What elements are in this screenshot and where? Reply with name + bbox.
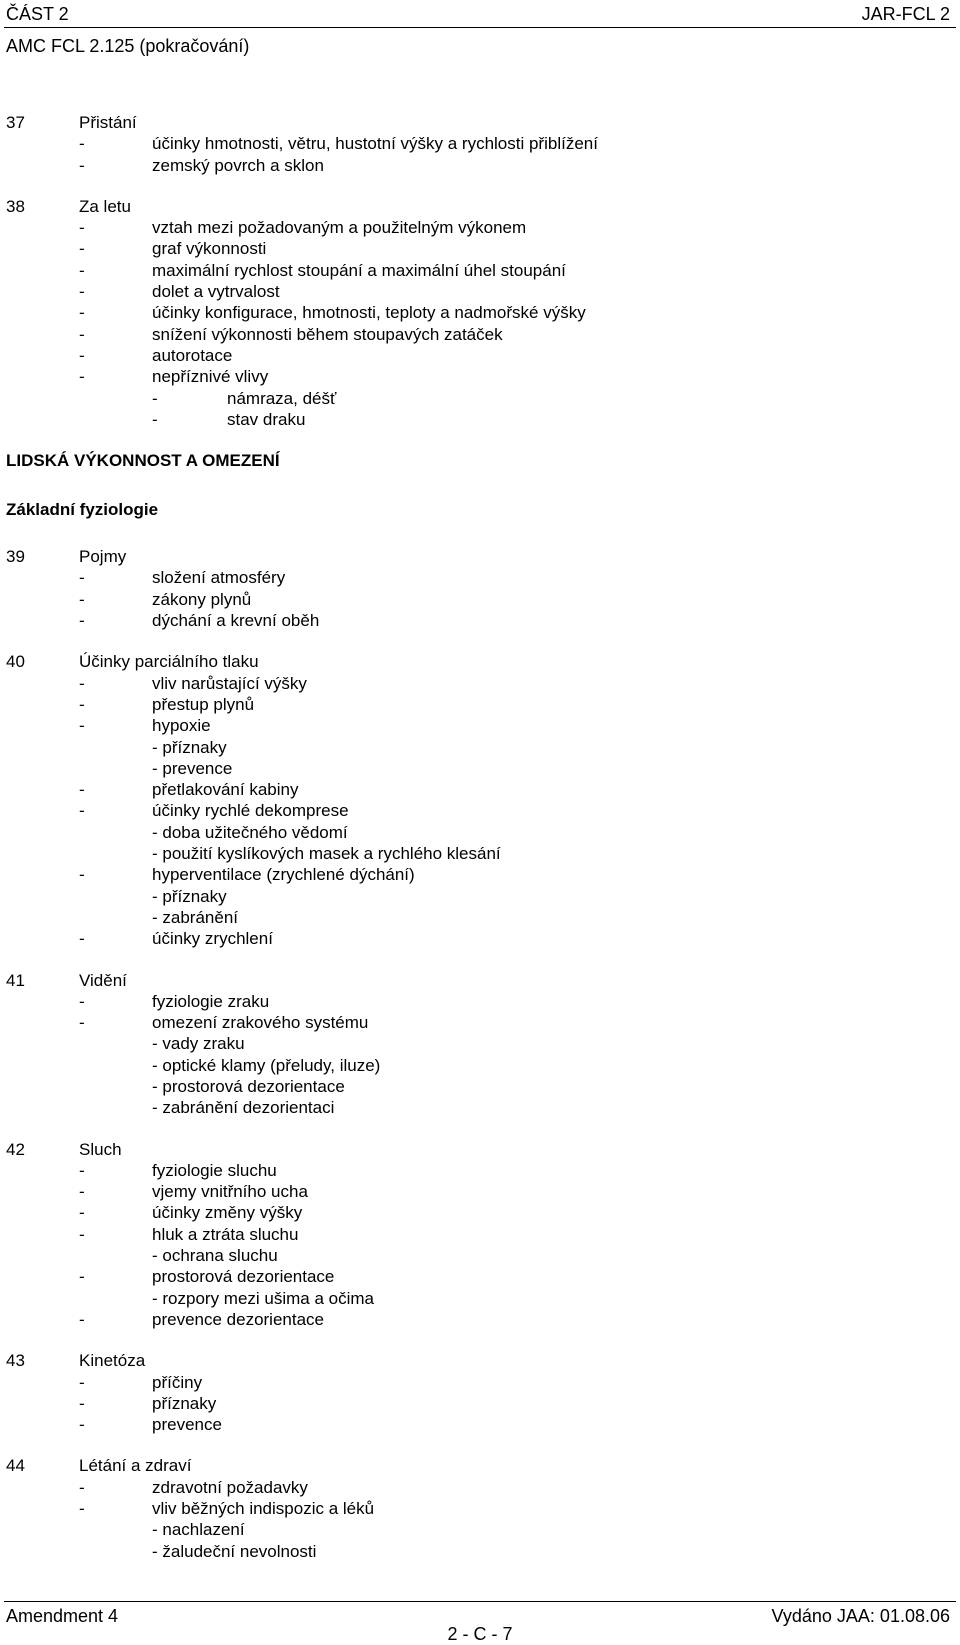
sub-list-item-text: - žaludeční nevolnosti <box>152 1541 317 1561</box>
section-title: Za letu <box>79 196 131 216</box>
section-group-performance <box>0 112 960 430</box>
list-item-text: hyperventilace (zrychlené dýchání) <box>152 865 415 885</box>
bullet-dash: - <box>79 1203 85 1223</box>
page-number: 2 - C - 7 <box>447 1624 513 1644</box>
section-number: 39 <box>6 547 25 567</box>
section-title: Účinky parciálního tlaku <box>79 652 259 672</box>
header-regulation: JAR-FCL 2 <box>861 4 950 24</box>
list-item-text: přestup plynů <box>152 694 255 714</box>
section-number: 43 <box>6 1351 25 1371</box>
list-item-text: vjemy vnitřního ucha <box>152 1182 308 1202</box>
sub-list-item-text: - zabránění <box>152 907 238 927</box>
document-body <box>0 112 960 1582</box>
section-heading-line <box>0 546 960 567</box>
list-item-text: nepříznivé vlivy <box>152 367 269 387</box>
bullet-dash: - <box>79 282 85 302</box>
bullet-dash: - <box>79 1267 85 1287</box>
list-item <box>0 864 960 885</box>
bullet-dash: - <box>79 801 85 821</box>
list-item-text: zemský povrch a sklon <box>152 155 324 175</box>
list-item-text: účinky konfigurace, hmotnosti, teploty a nadmořské výšky <box>152 303 586 323</box>
list-item <box>0 694 960 715</box>
list-item-text: zákony plynů <box>152 589 252 609</box>
list-item-text: hluk a ztráta sluchu <box>152 1224 299 1244</box>
bullet-dash: - <box>79 239 85 259</box>
sub-list-item <box>0 388 960 409</box>
list-item <box>0 1181 960 1202</box>
section-heading-line <box>0 651 960 672</box>
bullet-dash: - <box>79 694 85 714</box>
list-item <box>0 324 960 345</box>
section <box>0 196 960 430</box>
list-item-text: příčiny <box>152 1372 203 1392</box>
list-item-text: přetlakování kabiny <box>152 780 299 800</box>
bullet-dash: - <box>79 1309 85 1329</box>
list-item-text: vliv běžných indispozic a léků <box>152 1499 375 1519</box>
list-item <box>0 281 960 302</box>
list-item <box>0 238 960 259</box>
sub-list-item-text: - doba užitečného vědomí <box>152 822 348 842</box>
section <box>0 546 960 631</box>
list-item-text: fyziologie zraku <box>152 991 270 1011</box>
section-heading-line <box>0 196 960 217</box>
footer-amendment: Amendment 4 <box>6 1606 119 1626</box>
list-item <box>0 673 960 694</box>
section <box>0 651 960 949</box>
sub-list-item <box>0 1288 960 1309</box>
list-item <box>0 589 960 610</box>
list-item <box>0 1202 960 1223</box>
sub-list-item-text: - prostorová dezorientace <box>152 1076 345 1096</box>
bullet-dash: - <box>79 1182 85 1202</box>
list-item <box>0 991 960 1012</box>
list-item <box>0 1309 960 1330</box>
section-heading-line <box>0 112 960 133</box>
bullet-dash: - <box>79 589 85 609</box>
section-title: Přistání <box>79 113 137 132</box>
sub-list-item-text: stav draku <box>227 409 306 429</box>
sub-list-item <box>0 843 960 864</box>
list-item <box>0 1160 960 1181</box>
sub-list-item-text: - zabránění dezorientaci <box>152 1098 335 1118</box>
footer-issued: Vydáno JAA: 01.08.06 <box>771 1606 950 1626</box>
bullet-dash: - <box>79 716 85 736</box>
section-heading-line <box>0 1139 960 1160</box>
list-item <box>0 1266 960 1287</box>
bullet-dash: - <box>79 1224 85 1244</box>
list-item-text: příznaky <box>152 1393 217 1413</box>
sub-list-item <box>0 822 960 843</box>
section <box>0 1350 960 1435</box>
list-item-text: prevence dezorientace <box>152 1309 325 1329</box>
sub-list-item <box>0 758 960 779</box>
list-item <box>0 800 960 821</box>
sub-list-item <box>0 907 960 928</box>
chapter-heading: LIDSKÁ VÝKONNOST A OMEZENÍ <box>6 451 280 471</box>
list-item <box>0 928 960 949</box>
list-item-text: prevence <box>152 1415 222 1435</box>
sub-list-item-text: - příznaky <box>152 737 227 757</box>
footer-rule <box>4 1601 956 1602</box>
bullet-dash: - <box>79 218 85 238</box>
sub-list-item-text: - vady zraku <box>152 1034 245 1054</box>
list-item <box>0 1498 960 1519</box>
sub-list-item-text: - použití kyslíkových masek a rychlého klesání <box>152 844 501 864</box>
bullet-dash: - <box>79 673 85 693</box>
bullet-dash: - <box>79 929 85 949</box>
section-number: 38 <box>6 196 25 216</box>
list-item-text: vztah mezi požadovaným a použitelným výkonem <box>152 218 527 238</box>
list-item-text: omezení zrakového systému <box>152 1013 369 1033</box>
bullet-dash: - <box>79 780 85 800</box>
list-item <box>0 779 960 800</box>
sub-list-item <box>0 886 960 907</box>
sub-list-item-text: námraza, déšť <box>227 388 337 408</box>
list-item-text: dýchání a krevní oběh <box>152 611 320 631</box>
list-item <box>0 610 960 631</box>
list-item-text: dolet a vytrvalost <box>152 282 280 302</box>
list-item-text: snížení výkonnosti během stoupavých zatáček <box>152 324 503 344</box>
section <box>0 112 960 176</box>
bullet-dash: - <box>79 991 85 1011</box>
list-item-text: hypoxie <box>152 716 211 736</box>
list-item <box>0 1372 960 1393</box>
sub-list-item <box>0 409 960 430</box>
list-item <box>0 217 960 238</box>
list-item-text: vliv narůstající výšky <box>152 673 307 693</box>
list-item <box>0 302 960 323</box>
list-item <box>0 133 960 154</box>
section-title: Kinetóza <box>79 1351 146 1371</box>
sub-list-item-text: - nachlazení <box>152 1520 245 1540</box>
bullet-dash: - <box>79 1415 85 1435</box>
section-number: 37 <box>6 113 25 132</box>
section-heading-line <box>0 1455 960 1476</box>
section-number: 42 <box>6 1139 25 1159</box>
section-title: Létání a zdraví <box>79 1456 192 1476</box>
sub-list-item-text: - optické klamy (přeludy, iluze) <box>152 1055 381 1075</box>
section <box>0 1139 960 1331</box>
sub-list-item <box>0 1519 960 1540</box>
sub-list-item-text: - rozpory mezi ušima a očima <box>152 1288 375 1308</box>
sub-list-item <box>0 1097 960 1118</box>
bullet-dash: - <box>79 1499 85 1519</box>
section-heading-line <box>0 1350 960 1371</box>
list-item <box>0 345 960 366</box>
list-item <box>0 1477 960 1498</box>
list-item <box>0 1414 960 1435</box>
bullet-dash: - <box>79 367 85 387</box>
list-item <box>0 260 960 281</box>
bullet-dash: - <box>79 134 85 154</box>
section-heading-line <box>0 970 960 991</box>
section-title: Sluch <box>79 1139 122 1159</box>
bullet-dash: - <box>79 1393 85 1413</box>
bullet-dash: - <box>79 345 85 365</box>
bullet-dash: - <box>79 1372 85 1392</box>
section-number: 44 <box>6 1456 25 1476</box>
header-rule <box>4 27 956 28</box>
bullet-dash: - <box>152 409 158 429</box>
sub-list-item <box>0 1076 960 1097</box>
list-item <box>0 1393 960 1414</box>
bullet-dash: - <box>79 303 85 323</box>
sub-list-item <box>0 737 960 758</box>
section-title: Pojmy <box>79 547 127 567</box>
list-item-text: účinky rychlé dekomprese <box>152 801 349 821</box>
list-item-text: účinky zrychlení <box>152 929 273 949</box>
list-item <box>0 1012 960 1033</box>
sub-list-item <box>0 1245 960 1266</box>
list-item-text: graf výkonnosti <box>152 239 267 259</box>
sub-list-item-text: - příznaky <box>152 886 227 906</box>
list-item-text: zdravotní požadavky <box>152 1477 308 1497</box>
section <box>0 970 960 1119</box>
list-item <box>0 155 960 176</box>
bullet-dash: - <box>79 324 85 344</box>
bullet-dash: - <box>152 388 158 408</box>
bullet-dash: - <box>79 1477 85 1497</box>
sub-list-item <box>0 1541 960 1562</box>
sub-list-item <box>0 1033 960 1054</box>
list-item <box>0 567 960 588</box>
sub-list-item-text: - ochrana sluchu <box>152 1246 278 1266</box>
list-item-text: maximální rychlost stoupání a maximální úhel stoupání <box>152 260 566 280</box>
list-item-text: prostorová dezorientace <box>152 1267 335 1287</box>
list-item <box>0 715 960 736</box>
bullet-dash: - <box>79 611 85 631</box>
sub-list-item <box>0 1055 960 1076</box>
section-number: 41 <box>6 970 25 990</box>
list-item-text: složení atmosféry <box>152 568 286 588</box>
sub-list-item-text: - prevence <box>152 758 233 778</box>
bullet-dash: - <box>79 865 85 885</box>
bullet-dash: - <box>79 1160 85 1180</box>
list-item <box>0 366 960 387</box>
bullet-dash: - <box>79 568 85 588</box>
header-part: ČÁST 2 <box>6 4 69 24</box>
list-item-text: autorotace <box>152 345 233 365</box>
list-item-text: účinky hmotnosti, větru, hustotní výšky a rychlosti přiblížení <box>152 134 598 154</box>
bullet-dash: - <box>79 260 85 280</box>
list-item <box>0 1224 960 1245</box>
bullet-dash: - <box>79 1013 85 1033</box>
section <box>0 1455 960 1561</box>
header-subtitle: AMC FCL 2.125 (pokračování) <box>6 36 250 56</box>
list-item-text: fyziologie sluchu <box>152 1160 277 1180</box>
section-number: 40 <box>6 652 25 672</box>
section-title: Vidění <box>79 970 127 990</box>
section-group-physiology <box>0 546 960 1562</box>
subchapter-heading: Základní fyziologie <box>6 500 159 520</box>
list-item-text: účinky změny výšky <box>152 1203 303 1223</box>
bullet-dash: - <box>79 155 85 175</box>
